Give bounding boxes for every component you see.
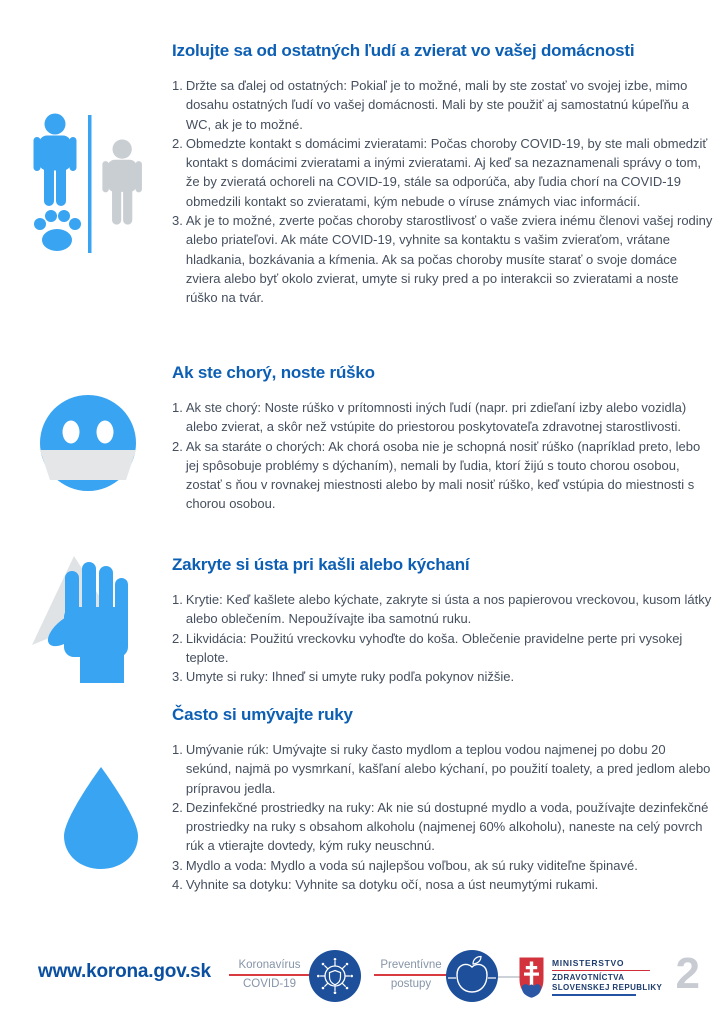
item-text: Ak ste chorý: Noste rúško v prítomnosti iných ľudí (napr. pri zdieľaní izby alebo vozidla) alebo zvierat, a skôr než vstúpite do priestorou poskytovateľa zdravotnej starostlivosti. <box>185 400 687 435</box>
koronavirus-covid19-logo <box>229 959 310 991</box>
mask-face-icon <box>37 393 141 497</box>
list-item <box>172 856 713 875</box>
item-number: 3. <box>172 213 183 229</box>
list-item <box>172 667 713 686</box>
ministry-name: MINISTERSTVO <box>552 958 625 968</box>
section-cover-cough <box>172 554 713 686</box>
item-number: 2. <box>172 438 183 454</box>
red-underline <box>552 970 650 972</box>
item-number: 2. <box>172 135 183 151</box>
red-divider-line <box>229 974 310 976</box>
section-title: Zakryte si ústa pri kašli alebo kýchaní <box>172 555 470 574</box>
ministry-name: ZDRAVOTNÍCTVA <box>552 973 625 982</box>
item-text: Držte sa ďalej od ostatných: Pokiaľ je to možné, mali by ste zostať vo svojej izbe, mimo dosahu ostatných ľudí vo vašej domácnosti. Mali by ste použiť aj samostatnú kúpeľňu a WC, ak je to možné. <box>185 78 689 132</box>
item-number: 1. <box>172 592 183 607</box>
section-wash-hands <box>172 704 713 894</box>
item-text: Ak sa staráte o chorých: Ak chorá osoba nie je schopná nosiť rúško (napríklad preto, lebo jej spôsobuje problémy s dýchaním), nemali by ľudia, ktorí žijú s touto chorou osobou, zostať s ňou v rovnakej miestnosti alebo by mali nosiť rúško, keď vstúpia do miestnosti s chorou osobou. <box>185 438 701 512</box>
red-divider-line <box>374 974 448 976</box>
item-text: Dezinfekčné prostriedky na ruky: Ak nie sú dostupné mydlo a voda, používajte dezinfekčné prostriedky na ruky s obsahom alkoholu (najmenej 60% alkoholu), naneste na celý povrch rúk a vtierajte dovtedy, kým ruky neuschnú. <box>185 799 709 854</box>
footer-url[interactable]: www.korona.gov.sk <box>38 961 211 982</box>
logo-line1: Koronavírus <box>238 959 301 971</box>
item-text: Mydlo a voda: Mydlo a voda sú najlepšou voľbou, ak sú ruky viditeľne špinavé. <box>185 857 638 873</box>
section-mask <box>172 362 713 514</box>
hand-tissue-icon <box>28 551 143 683</box>
section-title: Často si umývajte ruky <box>172 705 353 724</box>
item-number: 1. <box>172 742 183 757</box>
list-item <box>172 398 713 437</box>
blue-underline <box>552 994 636 996</box>
item-text: Umyte si ruky: Ihneď si umyte ruky podľa pokynov nižšie. <box>185 669 515 685</box>
instruction-list <box>172 398 713 514</box>
item-number: 1. <box>172 400 183 415</box>
item-text: Likvidácia: Použitú vreckovku vyhoďte do koša. Oblečenie pravidelne perte pri vysokej teplote. <box>185 630 683 665</box>
item-number: 4. <box>172 877 183 893</box>
page-number: 2 <box>675 949 700 998</box>
item-number: 3. <box>172 857 183 873</box>
logo-line1: Preventívne <box>380 959 442 971</box>
preventive-measures-logo <box>374 959 448 991</box>
item-number: 2. <box>172 799 183 815</box>
item-number: 1. <box>172 78 183 93</box>
instruction-list <box>172 76 713 308</box>
list-item <box>172 437 713 514</box>
list-item <box>172 740 713 798</box>
slovak-coat-of-arms-icon <box>518 956 545 999</box>
item-text: Krytie: Keď kašlete alebo kýchate, zakryte si ústa a nos papierovou vreckovou, kusom látky alebo oblečením. Nepoužívajte iba samotnú ruku. <box>185 592 712 627</box>
list-item <box>172 211 713 307</box>
logo-line2: COVID-19 <box>242 977 297 990</box>
instruction-list <box>172 740 713 894</box>
item-text: Vyhnite sa dotyku: Vyhnite sa dotyku očí, nosa a úst neumytými rukami. <box>185 877 599 893</box>
item-number: 3. <box>172 669 183 685</box>
instruction-list <box>172 590 713 686</box>
divider-line <box>88 115 92 253</box>
apple-icon <box>446 950 498 1002</box>
item-number: 2. <box>172 630 183 646</box>
list-item <box>172 76 713 134</box>
list-item <box>172 590 713 629</box>
item-text: Umývanie rúk: Umývajte si ruky často mydlom a teplou vodou najmenej po dobu 20 sekúnd, najmä po vysmrkaní, kašľaní alebo kýchaní, po použití toalety, a pred jedlom alebo prípravou jedla. <box>185 742 711 796</box>
logo-line2: postupy <box>390 977 432 990</box>
list-item <box>172 875 713 894</box>
list-item <box>172 134 713 211</box>
item-text: Ak je to možné, zverte počas choroby starostlivosť o vaše zviera inému členovi vašej rodiny alebo priateľovi. Ak máte COVID-19, vyhnite sa kontaktu s vašim zvieraťom, vrátane hladkania, bozkávania a kŕmenia. Ak sa počas choroby musíte starať o svoje domáce zviera alebo byť okolo zvierat, umyte si ruky pred a po interakcii so zvieratami a noste rúško na tvár. <box>185 213 713 306</box>
ministry-logo <box>552 958 662 996</box>
people-distance-icon <box>32 113 165 265</box>
virus-shield-icon <box>309 950 361 1002</box>
item-text: Obmedzte kontakt s domácimi zvieratami: Počas choroby COVID-19, by ste mali obmedziť kontakt s domácimi zvieratami a inými zvieratami. Aj keď sa nezaznamenali správy o tom, že by zvieratá ochoreli na COVID-19, stále sa odporúča, aby ľudia chorí na COVID-19 obmedzili kontakt so zvieratami, kým nebude o víruse známych viac informácií. <box>185 135 708 209</box>
section-isolation <box>172 40 713 308</box>
gray-divider-line <box>498 976 520 978</box>
list-item <box>172 798 713 856</box>
list-item <box>172 629 713 668</box>
paw-print-icon <box>34 210 81 251</box>
ministry-name: SLOVENSKEJ REPUBLIKY <box>552 982 663 992</box>
section-title: Ak ste chorý, noste rúško <box>172 363 375 382</box>
section-title: Izolujte sa od ostatných ľudí a zvierat vo vašej domácnosti <box>172 41 635 60</box>
water-drop-icon <box>57 764 145 872</box>
